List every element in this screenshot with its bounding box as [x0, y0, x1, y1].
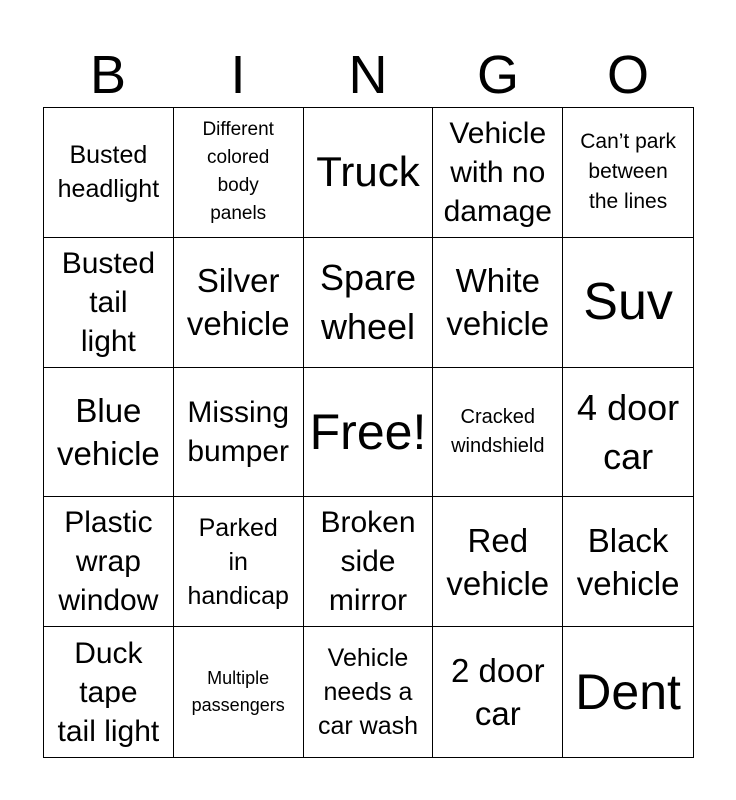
- bingo-cell-r5-c2[interactable]: [174, 627, 304, 757]
- bingo-cell-r3-c1[interactable]: [44, 368, 174, 498]
- cell-text: Multiple passengers: [191, 668, 285, 716]
- bingo-cell-r4-c4[interactable]: [433, 497, 563, 627]
- cell-text: 2 door car: [451, 652, 545, 733]
- cell-text: Suv: [583, 273, 673, 332]
- bingo-cell-r2-c1[interactable]: [44, 238, 174, 368]
- cell-text: Red vehicle: [446, 521, 550, 602]
- header-letter-b: B: [89, 45, 127, 105]
- cell-text: Different colored body panels: [202, 119, 274, 225]
- cell-text: Broken side mirror: [320, 506, 416, 618]
- bingo-board: [43, 107, 694, 758]
- bingo-cell-r3-c4[interactable]: [433, 368, 563, 498]
- bingo-cell-r2-c3[interactable]: [304, 238, 434, 368]
- bingo-cell-r3-c3[interactable]: [304, 368, 434, 498]
- cell-text: Duck tape tail light: [57, 636, 160, 748]
- cell-text: Silver vehicle: [186, 262, 290, 343]
- bingo-cell-r3-c2[interactable]: [174, 368, 304, 498]
- cell-text: Black vehicle: [576, 521, 680, 602]
- bingo-cell-r4-c5[interactable]: [563, 497, 693, 627]
- bingo-cell-r1-c2[interactable]: [174, 108, 304, 238]
- cell-text: 4 door car: [577, 386, 680, 477]
- bingo-cell-r1-c4[interactable]: [433, 108, 563, 238]
- cell-text: Busted tail light: [61, 246, 156, 358]
- bingo-header: [43, 44, 693, 106]
- cell-text: Vehicle with no damage: [443, 116, 552, 228]
- bingo-cell-r2-c2[interactable]: [174, 238, 304, 368]
- cell-text: Blue vehicle: [57, 391, 160, 472]
- cell-text: Parked in handicap: [187, 513, 289, 610]
- bingo-cell-r1-c3[interactable]: [304, 108, 434, 238]
- cell-text: Can’t park between the lines: [580, 130, 676, 214]
- bingo-cell-r2-c4[interactable]: [433, 238, 563, 368]
- bingo-cell-r4-c3[interactable]: [304, 497, 434, 627]
- bingo-cell-r1-c5[interactable]: [563, 108, 693, 238]
- header-letter-o: O: [606, 45, 649, 105]
- cell-text: Truck: [316, 148, 420, 196]
- cell-text: Free!: [309, 403, 427, 460]
- header-letter-n: N: [348, 45, 388, 105]
- bingo-cell-r1-c1[interactable]: [44, 108, 174, 238]
- bingo-cell-r5-c4[interactable]: [433, 627, 563, 757]
- bingo-cell-r5-c3[interactable]: [304, 627, 434, 757]
- cell-text: White vehicle: [446, 262, 550, 343]
- bingo-cell-r2-c5[interactable]: [563, 238, 693, 368]
- cell-text: Busted headlight: [57, 141, 160, 204]
- bingo-cell-r3-c5[interactable]: [563, 368, 693, 498]
- cell-text: Spare wheel: [319, 257, 417, 348]
- bingo-cell-r5-c1[interactable]: [44, 627, 174, 757]
- cell-text: Missing bumper: [187, 395, 290, 468]
- header-letter-g: G: [476, 45, 519, 105]
- bingo-cell-r4-c2[interactable]: [174, 497, 304, 627]
- cell-text: Plastic wrap window: [58, 506, 159, 618]
- bingo-cell-r4-c1[interactable]: [44, 497, 174, 627]
- cell-text: Dent: [575, 664, 681, 721]
- cell-text: Cracked windshield: [451, 405, 545, 457]
- bingo-cell-r5-c5[interactable]: [563, 627, 693, 757]
- header-letter-i: I: [230, 45, 246, 105]
- cell-text: Vehicle needs a car wash: [317, 644, 419, 741]
